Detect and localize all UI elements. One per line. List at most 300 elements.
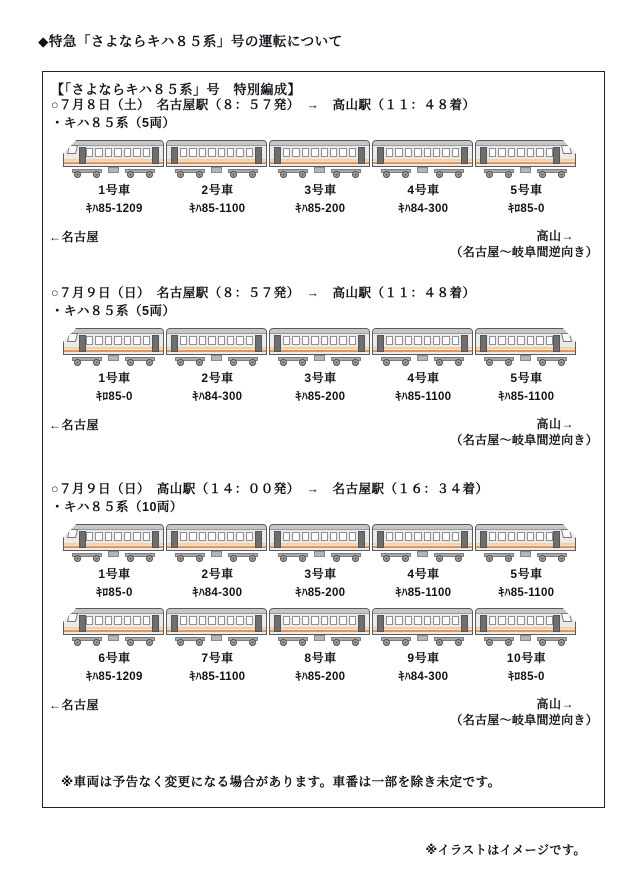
wheel <box>436 171 443 178</box>
car-number-label: 9号車 <box>407 651 440 665</box>
car-unit-label: ｷﾊ85-1100 <box>395 587 452 599</box>
car-window <box>227 616 234 625</box>
train-car-illustration <box>63 140 164 178</box>
car-door <box>255 335 262 352</box>
wheel <box>486 639 493 646</box>
bogie <box>175 169 205 178</box>
car-window <box>236 616 243 625</box>
wheel <box>74 359 81 366</box>
undercarriage <box>374 167 471 178</box>
car-door <box>171 335 178 352</box>
underbody-equipment <box>314 551 325 557</box>
car-label-cell <box>475 181 578 218</box>
car-window <box>311 616 318 625</box>
car-unit-label: ｷﾊ85-200 <box>295 391 346 403</box>
train-car-body <box>269 328 370 355</box>
train-car-body <box>372 140 473 167</box>
wheel <box>146 639 153 646</box>
car-window <box>114 532 121 541</box>
wheel <box>299 639 306 646</box>
car-window <box>227 148 234 157</box>
bogie <box>381 357 411 366</box>
wheel <box>93 171 100 178</box>
windshield-window <box>67 145 78 154</box>
service-heading: ○７月９日（日） 名古屋駅（８：５７発） → 高山駅（１１：４８着） <box>51 286 476 300</box>
wheel <box>352 359 359 366</box>
train-car-roof <box>64 525 163 530</box>
car-window <box>105 532 112 541</box>
car-unit-label: ｷﾊ84-300 <box>192 391 243 403</box>
train-row <box>51 322 598 366</box>
train-car-body <box>63 328 164 355</box>
train-car-body <box>166 524 267 551</box>
windshield-window <box>67 529 78 538</box>
car-window <box>321 616 328 625</box>
car-window <box>208 336 215 345</box>
window-band <box>180 148 253 157</box>
car-window <box>536 532 543 541</box>
car-window <box>86 148 93 157</box>
wheel <box>436 639 443 646</box>
wheel <box>383 171 390 178</box>
train-car-illustration <box>166 608 267 646</box>
underbody-equipment <box>417 551 428 557</box>
car-unit-label: ｷﾊ85-1100 <box>189 671 246 683</box>
wheel <box>127 171 134 178</box>
train-car-body <box>475 524 576 551</box>
train-car-body <box>372 524 473 551</box>
wheel <box>299 171 306 178</box>
window-band <box>86 616 150 625</box>
undercarriage <box>477 355 574 366</box>
car-window <box>302 616 309 625</box>
car-label-cell <box>372 565 475 602</box>
car-window <box>395 336 402 345</box>
car-window <box>218 532 225 541</box>
car-label-cell <box>475 649 578 686</box>
bogie <box>484 637 514 646</box>
car-unit-label: ｷﾊ85-1100 <box>395 391 452 403</box>
wheel <box>280 555 287 562</box>
car-window <box>311 336 318 345</box>
car-door <box>358 147 365 164</box>
direction-right-block <box>450 696 598 728</box>
car-window <box>199 148 206 157</box>
car-window <box>508 532 515 541</box>
car-unit-label: ｷﾛ85-0 <box>96 587 133 599</box>
car-window <box>292 336 299 345</box>
car-unit-label: ｷﾛ85-0 <box>96 391 133 403</box>
bogie <box>434 169 464 178</box>
car-window <box>199 336 206 345</box>
car-number-label: 3号車 <box>304 183 337 197</box>
car-number-label: 2号車 <box>201 567 234 581</box>
orange-stripe <box>167 347 266 352</box>
wheel <box>558 359 565 366</box>
car-number-label: 3号車 <box>304 567 337 581</box>
train-car-roof <box>373 525 472 530</box>
underbody-equipment <box>211 635 222 641</box>
direction-right-block <box>450 416 598 448</box>
car-number-label: 4号車 <box>407 371 440 385</box>
direction-right-note: （名古屋～岐阜間逆向き） <box>450 713 598 727</box>
car-window <box>405 336 412 345</box>
undercarriage <box>271 355 368 366</box>
bogie <box>537 169 567 178</box>
car-window <box>536 336 543 345</box>
underbody-equipment <box>520 635 531 641</box>
wheel <box>74 639 81 646</box>
car-unit-label: ｷﾊ85-1100 <box>498 587 555 599</box>
train-car-roof <box>64 609 163 614</box>
orange-stripe <box>270 347 369 352</box>
bogie <box>72 637 102 646</box>
car-window <box>124 532 131 541</box>
wheel <box>299 555 306 562</box>
wheel <box>352 639 359 646</box>
wheel <box>383 555 390 562</box>
train-car-body <box>63 524 164 551</box>
car-window <box>283 616 290 625</box>
windshield-window <box>561 145 572 154</box>
wheel <box>455 555 462 562</box>
underbody-equipment <box>108 551 119 557</box>
car-window <box>283 336 290 345</box>
wheel <box>402 359 409 366</box>
train-row <box>51 134 598 178</box>
car-unit-label: ｷﾊ84-300 <box>398 671 449 683</box>
car-window <box>124 336 131 345</box>
wheel <box>196 639 203 646</box>
bogie <box>434 553 464 562</box>
car-door <box>79 147 86 164</box>
underbody-equipment <box>520 551 531 557</box>
train-car-illustration <box>166 524 267 562</box>
bogie <box>484 553 514 562</box>
car-window <box>424 148 431 157</box>
train-diagram <box>51 134 598 218</box>
service-heading: ○７月９日（日） 高山駅（１４：００発） → 名古屋駅（１６：３４着） <box>51 482 489 496</box>
box-header: 【「さよならキハ８５系」号 特別編成】 <box>51 82 302 97</box>
car-label-row <box>51 369 598 406</box>
orange-stripe <box>167 159 266 164</box>
undercarriage <box>168 355 265 366</box>
train-car-body <box>269 524 370 551</box>
car-unit-label: ｷﾊ85-1100 <box>498 391 555 403</box>
car-door <box>358 615 365 632</box>
train-car-roof <box>270 141 369 146</box>
train-car-illustration <box>372 328 473 366</box>
car-window <box>433 616 440 625</box>
car-window <box>208 532 215 541</box>
car-window <box>405 616 412 625</box>
car-window <box>105 148 112 157</box>
undercarriage <box>65 355 162 366</box>
car-window <box>95 616 102 625</box>
wheel <box>486 555 493 562</box>
car-window <box>489 148 496 157</box>
train-car-roof <box>270 329 369 334</box>
wheel <box>539 639 546 646</box>
car-window <box>311 148 318 157</box>
wheel <box>127 639 134 646</box>
car-number-label: 1号車 <box>98 371 131 385</box>
page-title: ◆特急「さよならキハ８５系」号の運転について <box>38 34 343 49</box>
car-door <box>461 531 468 548</box>
wheel <box>146 359 153 366</box>
wheel <box>249 359 256 366</box>
bogie <box>484 357 514 366</box>
car-door <box>152 335 159 352</box>
bogie <box>175 357 205 366</box>
underbody-equipment <box>314 355 325 361</box>
orange-stripe <box>270 159 369 164</box>
car-window <box>311 532 318 541</box>
window-band <box>489 148 553 157</box>
car-window <box>442 148 449 157</box>
car-window <box>339 336 346 345</box>
train-car-body <box>63 608 164 635</box>
formation-label: ・キハ８５系（10両） <box>51 500 183 514</box>
windshield-window <box>561 613 572 622</box>
wheel <box>196 171 203 178</box>
formation-label: ・キハ８５系（5両） <box>51 116 176 130</box>
car-window <box>105 336 112 345</box>
car-window <box>114 336 121 345</box>
undercarriage <box>168 551 265 562</box>
car-window <box>143 148 150 157</box>
car-window <box>433 148 440 157</box>
car-window <box>302 336 309 345</box>
window-band <box>386 148 459 157</box>
car-unit-label: ｷﾊ85-200 <box>295 587 346 599</box>
bogie <box>175 637 205 646</box>
car-window <box>236 148 243 157</box>
car-window <box>246 148 253 157</box>
bogie <box>331 637 361 646</box>
wheel <box>558 555 565 562</box>
window-band <box>386 336 459 345</box>
bogie <box>381 637 411 646</box>
car-window <box>349 532 356 541</box>
train-car-illustration <box>475 328 576 366</box>
train-car-illustration <box>63 328 164 366</box>
service-section-3 <box>51 480 598 728</box>
car-window <box>86 532 93 541</box>
bogie <box>72 553 102 562</box>
wheel <box>74 171 81 178</box>
car-window <box>414 616 421 625</box>
car-window <box>218 616 225 625</box>
car-door <box>274 335 281 352</box>
car-window <box>86 336 93 345</box>
car-number-label: 5号車 <box>510 567 543 581</box>
window-band <box>283 148 356 157</box>
car-door <box>274 615 281 632</box>
car-unit-label: ｷﾊ85-200 <box>295 203 346 215</box>
car-window <box>208 148 215 157</box>
car-number-label: 1号車 <box>98 183 131 197</box>
wheel <box>402 639 409 646</box>
wheel <box>177 639 184 646</box>
train-car-body <box>475 328 576 355</box>
undercarriage <box>477 167 574 178</box>
train-diagram <box>51 322 598 406</box>
bogie <box>381 553 411 562</box>
car-window <box>180 148 187 157</box>
wheel <box>333 555 340 562</box>
car-window <box>414 148 421 157</box>
car-window <box>95 336 102 345</box>
car-door <box>255 147 262 164</box>
direction-left-label: ←名古屋 <box>49 698 100 712</box>
wheel <box>333 359 340 366</box>
car-window <box>133 616 140 625</box>
bogie <box>72 169 102 178</box>
wheel <box>196 555 203 562</box>
wheel <box>280 639 287 646</box>
car-window <box>180 532 187 541</box>
wheel <box>558 639 565 646</box>
underbody-equipment <box>417 635 428 641</box>
bottom-note: ※イラストはイメージです。 <box>425 843 586 857</box>
bogie <box>484 169 514 178</box>
wheel <box>93 359 100 366</box>
train-car-body <box>372 608 473 635</box>
car-unit-label: ｷﾊ84-300 <box>192 587 243 599</box>
car-window <box>199 532 206 541</box>
car-number-label: 2号車 <box>201 183 234 197</box>
car-label-cell <box>166 369 269 406</box>
car-window <box>180 616 187 625</box>
car-window <box>114 148 121 157</box>
undercarriage <box>374 355 471 366</box>
formation-box <box>42 71 605 808</box>
bogie <box>537 553 567 562</box>
car-label-row <box>51 181 598 218</box>
car-window <box>527 532 534 541</box>
bogie <box>278 553 308 562</box>
car-label-cell <box>63 369 166 406</box>
car-label-cell <box>166 649 269 686</box>
train-car-illustration <box>372 140 473 178</box>
undercarriage <box>271 167 368 178</box>
underbody-equipment <box>108 355 119 361</box>
wheel <box>230 171 237 178</box>
undercarriage <box>65 635 162 646</box>
car-window <box>236 336 243 345</box>
direction-right-label: 高山→ <box>536 417 574 431</box>
car-window <box>546 336 553 345</box>
wheel <box>249 639 256 646</box>
window-band <box>283 336 356 345</box>
car-window <box>517 148 524 157</box>
windshield-window <box>561 333 572 342</box>
undercarriage <box>477 551 574 562</box>
car-window <box>349 616 356 625</box>
window-band <box>489 616 553 625</box>
window-band <box>283 532 356 541</box>
car-number-label: 10号車 <box>506 651 547 665</box>
wheel <box>455 639 462 646</box>
car-door <box>553 615 560 632</box>
wheel <box>177 359 184 366</box>
undercarriage <box>65 167 162 178</box>
orange-stripe <box>476 159 575 164</box>
bogie <box>125 637 155 646</box>
car-window <box>508 336 515 345</box>
train-car-body <box>166 140 267 167</box>
train-car-body <box>475 608 576 635</box>
bogie <box>434 637 464 646</box>
car-window <box>133 336 140 345</box>
car-door <box>79 615 86 632</box>
formation-label: ・キハ８５系（5両） <box>51 304 176 318</box>
window-band <box>86 532 150 541</box>
wheel <box>455 359 462 366</box>
bogie <box>331 553 361 562</box>
bogie <box>537 637 567 646</box>
car-label-cell <box>269 565 372 602</box>
car-window <box>405 148 412 157</box>
car-window <box>498 532 505 541</box>
car-unit-label: ｷﾊ85-200 <box>295 671 346 683</box>
car-window <box>189 336 196 345</box>
undercarriage <box>374 551 471 562</box>
orange-stripe <box>167 627 266 632</box>
bogie <box>331 357 361 366</box>
car-door <box>480 531 487 548</box>
car-window <box>86 616 93 625</box>
train-car-roof <box>167 525 266 530</box>
bogie <box>125 553 155 562</box>
underbody-equipment <box>520 355 531 361</box>
wheel <box>127 555 134 562</box>
car-window <box>339 532 346 541</box>
train-car-illustration <box>372 524 473 562</box>
direction-row <box>51 696 598 728</box>
train-car-roof <box>373 609 472 614</box>
car-window <box>527 148 534 157</box>
car-window <box>246 616 253 625</box>
underbody-equipment <box>520 167 531 173</box>
train-car-illustration <box>269 140 370 178</box>
underbody-equipment <box>417 355 428 361</box>
car-door <box>152 147 159 164</box>
car-window <box>199 616 206 625</box>
train-car-roof <box>270 525 369 530</box>
wheel <box>539 171 546 178</box>
car-door <box>255 531 262 548</box>
car-window <box>236 532 243 541</box>
car-door <box>377 147 384 164</box>
car-window <box>546 616 553 625</box>
train-car-roof <box>64 329 163 334</box>
direction-left-label: ←名古屋 <box>49 230 100 244</box>
car-window <box>386 616 393 625</box>
car-door <box>171 531 178 548</box>
train-car-illustration <box>269 608 370 646</box>
train-car-body <box>269 608 370 635</box>
car-window <box>452 336 459 345</box>
car-number-label: 5号車 <box>510 371 543 385</box>
car-window <box>386 336 393 345</box>
wheel <box>402 555 409 562</box>
underbody-equipment <box>314 635 325 641</box>
train-car-illustration <box>166 140 267 178</box>
wheel <box>196 359 203 366</box>
wheel <box>74 555 81 562</box>
